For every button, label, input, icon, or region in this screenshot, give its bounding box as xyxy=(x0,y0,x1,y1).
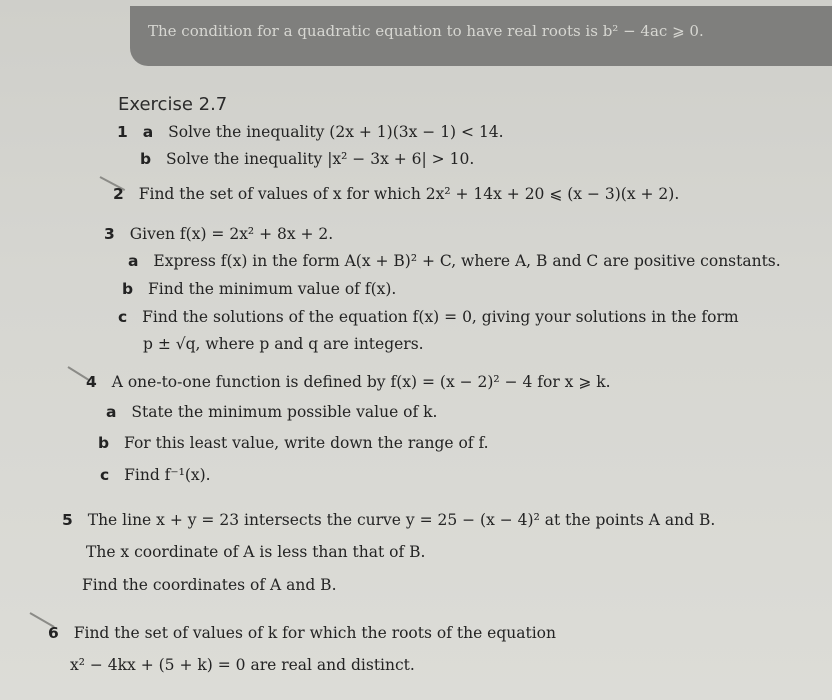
part-letter: b xyxy=(98,434,110,452)
question-4-part-c xyxy=(100,466,211,484)
part-letter: c xyxy=(100,466,110,484)
question-number: 6 xyxy=(48,624,59,642)
question-text: Solve the inequality |x² − 3x + 6| > 10. xyxy=(166,150,475,168)
question-3-part-a xyxy=(128,252,781,270)
question-1-part-b xyxy=(140,150,474,168)
question-text: State the minimum possible value of k. xyxy=(131,403,438,421)
question-text: Solve the inequality (2x + 1)(3x − 1) < 14. xyxy=(168,123,504,141)
question-text: The line x + y = 23 intersects the curve y = 25 − (x − 4)² at the points A and B. xyxy=(87,511,716,529)
question-number: 3 xyxy=(104,225,115,243)
question-5 xyxy=(62,511,715,529)
question-text: Find the set of values of k for which the roots of the equation xyxy=(73,624,556,642)
question-4-part-b xyxy=(98,434,489,452)
part-letter: a xyxy=(106,403,117,421)
question-6-line-2 xyxy=(70,656,415,674)
question-3-part-c-continued xyxy=(143,335,424,353)
question-5-line-3 xyxy=(82,576,337,594)
question-text: Express f(x) in the form A(x + B)² + C, where A, B and C are positive constants. xyxy=(153,252,781,270)
part-letter: b xyxy=(122,280,134,298)
question-5-line-2 xyxy=(86,543,425,561)
question-text: A one-to-one function is defined by f(x) = (x − 2)² − 4 for x ⩾ k. xyxy=(111,373,611,391)
question-3-part-c xyxy=(118,308,739,326)
question-3 xyxy=(104,225,333,243)
exercise-title: Exercise 2.7 xyxy=(118,94,228,115)
part-letter: a xyxy=(128,252,139,270)
part-letter: c xyxy=(118,308,128,326)
question-text: Find f⁻¹(x). xyxy=(124,466,211,484)
question-number: 1 xyxy=(117,123,128,141)
question-2 xyxy=(113,185,679,203)
question-text: x² − 4kx + (5 + k) = 0 are real and distinct. xyxy=(70,656,415,674)
question-3-part-b xyxy=(122,280,396,298)
part-letter: b xyxy=(140,150,152,168)
question-text: Given f(x) = 2x² + 8x + 2. xyxy=(129,225,334,243)
question-1-part-a xyxy=(117,123,504,141)
question-text: Find the set of values of x for which 2x² + 14x + 20 ⩽ (x − 3)(x + 2). xyxy=(138,185,680,203)
question-text: p ± √q, where p and q are integers. xyxy=(143,335,424,353)
question-text: Find the minimum value of f(x). xyxy=(148,280,397,298)
question-4 xyxy=(86,373,611,391)
question-4-part-a xyxy=(106,403,438,421)
part-letter: a xyxy=(142,123,154,141)
question-number: 4 xyxy=(86,373,97,391)
question-text: The x coordinate of A is less than that of B. xyxy=(86,543,426,561)
question-text: For this least value, write down the range of f. xyxy=(124,434,489,452)
question-6 xyxy=(48,624,556,642)
banner-text: The condition for a quadratic equation to have real roots is b² − 4ac ⩾ 0. xyxy=(148,22,704,40)
question-text: Find the coordinates of A and B. xyxy=(82,576,337,594)
question-number: 5 xyxy=(62,511,73,529)
question-number: 2 xyxy=(113,185,124,203)
question-text: Find the solutions of the equation f(x) = 0, giving your solutions in the form xyxy=(142,308,739,326)
